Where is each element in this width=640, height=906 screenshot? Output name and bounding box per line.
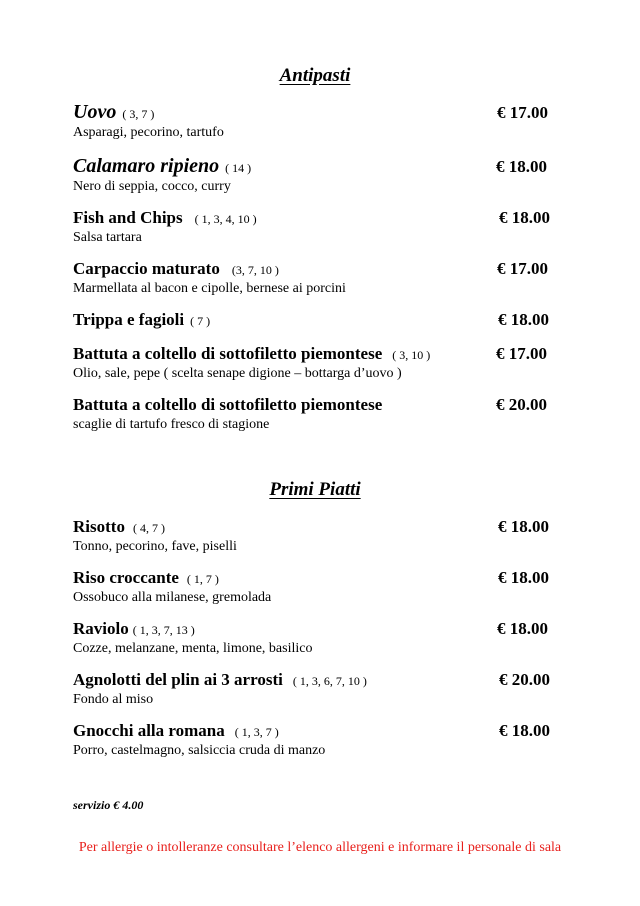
item-name: Gnocchi alla romana (73, 721, 225, 740)
item-description: Asparagi, pecorino, tartufo (73, 125, 224, 140)
section-title-primi-piatti: Primi Piatti (269, 479, 361, 500)
item-price: € 20.00 (496, 395, 547, 414)
item-allergens: ( 3, 10 ) (392, 348, 431, 362)
item-name: Agnolotti del plin ai 3 arrosti (73, 670, 283, 689)
item-name: Raviolo (73, 619, 129, 638)
item-allergens: ( 14 ) (225, 161, 252, 175)
item-description: Porro, castelmagno, salsiccia cruda di manzo (73, 743, 326, 758)
item-description: Olio, sale, pepe ( scelta senape digione – bottarga d’uovo ) (73, 366, 402, 381)
menu-item (73, 670, 573, 708)
item-price: € 20.00 (499, 670, 550, 689)
item-allergens: ( 1, 3, 6, 7, 10 ) (292, 674, 367, 688)
item-price: € 18.00 (499, 208, 550, 227)
item-price: € 18.00 (496, 157, 547, 176)
allergy-note: Per allergie o intolleranze consultare l’elenco allergeni e informare il personale di sala (78, 840, 562, 855)
item-name: Battuta a coltello di sottofiletto piemontese (73, 344, 383, 363)
item-allergens: ( 1, 3, 7 ) (234, 725, 279, 739)
item-name: Risotto (73, 517, 125, 536)
item-description: scaglie di tartufo fresco di stagione (73, 417, 270, 432)
section-title-antipasti: Antipasti (279, 65, 351, 86)
item-description: Nero di seppia, cocco, curry (73, 179, 231, 194)
item-description: Ossobuco alla milanese, gremolada (73, 590, 272, 605)
item-name: Carpaccio maturato (73, 259, 220, 278)
item-description: Fondo al miso (73, 692, 154, 707)
item-allergens: ( 3, 7 ) (122, 107, 155, 121)
service-charge: servizio € 4.00 (73, 798, 144, 812)
item-allergens: ( 1, 7 ) (186, 572, 219, 586)
item-description: Tonno, pecorino, fave, piselli (73, 539, 237, 554)
item-allergens: ( 1, 3, 7, 13 ) (132, 623, 195, 637)
item-description: Salsa tartara (73, 230, 142, 245)
item-price: € 17.00 (496, 344, 547, 363)
item-name: Battuta a coltello di sottofiletto piemontese (73, 395, 383, 414)
item-name: Fish and Chips (73, 208, 183, 227)
item-name: Riso croccante (73, 568, 179, 587)
item-description: Cozze, melanzane, menta, limone, basilico (73, 641, 313, 656)
item-allergens: ( 4, 7 ) (132, 521, 165, 535)
item-allergens: ( 1, 3, 4, 10 ) (194, 212, 257, 226)
item-price: € 18.00 (498, 568, 549, 587)
menu-item (73, 208, 573, 246)
item-allergens: ( 7 ) (190, 314, 211, 328)
item-allergens: (3, 7, 10 ) (231, 263, 279, 277)
item-price: € 18.00 (497, 619, 548, 638)
item-price: € 18.00 (498, 517, 549, 536)
item-name: Calamaro ripieno (73, 155, 220, 177)
item-description: Marmellata al bacon e cipolle, bernese ai porcini (73, 281, 346, 296)
item-name: Uovo (73, 101, 117, 123)
item-price: € 17.00 (497, 103, 548, 122)
item-price: € 18.00 (499, 721, 550, 740)
menu-item (73, 721, 573, 759)
item-price: € 17.00 (497, 259, 548, 278)
item-price: € 18.00 (498, 310, 549, 329)
item-name: Trippa e fagioli (73, 310, 185, 329)
